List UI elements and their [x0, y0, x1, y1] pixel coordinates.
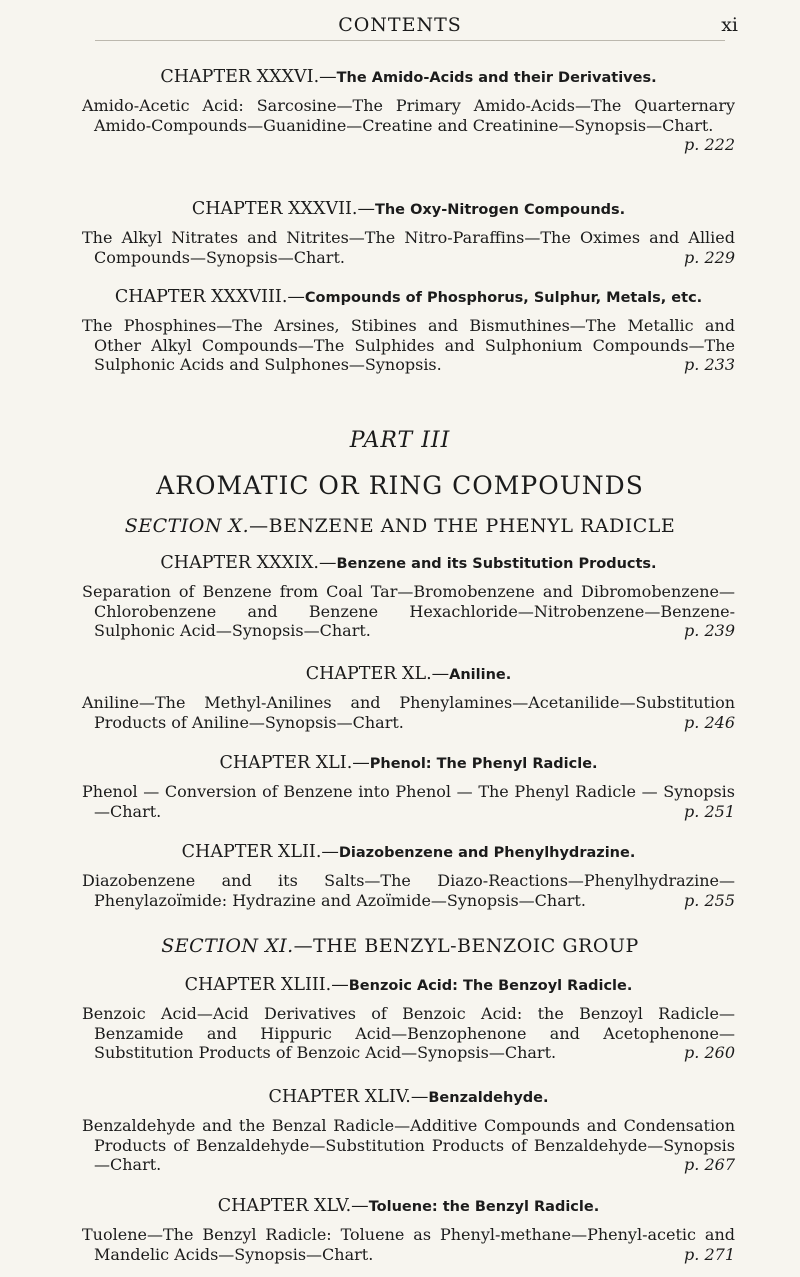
chapter-number: CHAPTER XXXIX.— [160, 553, 337, 573]
chapter-summary: Amido-Acetic Acid: Sarcosine—The Primary Amido-Acids—The Quarternary Amido-Compounds—Guanidine—Creatine and Creatinine—Synopsis—Chart. [82, 96, 735, 135]
chapter-entry [82, 286, 735, 375]
chapter-contents [82, 228, 735, 267]
page-reference: p. 239 [684, 621, 735, 640]
chapter-entry [82, 66, 735, 155]
chapter-heading [82, 974, 735, 997]
chapter-heading [82, 66, 735, 89]
chapter-entry [82, 663, 735, 732]
chapter-summary: Separation of Benzene from Coal Tar—Bromobenzene and Dibromobenzene—Chlorobenzene and Benzene Hexachloride—Nitrobenzene—Benzene-Sulphonic Acid—Synopsis—Chart. [82, 582, 735, 640]
chapter-summary: The Phosphines—The Arsines, Stibines and Bismuthines—The Metallic and Other Alkyl Compounds—The Sulphides and Sulphonium Compounds—The Sulphonic Acids and Sulphones—Synopsis. [82, 316, 735, 374]
chapter-entry [82, 198, 735, 267]
chapter-summary: Benzaldehyde and the Benzal Radicle—Additive Compounds and Condensation Products of Benzaldehyde—Substitution Products of Benzaldehyde—Synopsis—Chart. [82, 1116, 735, 1174]
chapter-title: Compounds of Phosphorus, Sulphur, Metals, etc. [304, 290, 703, 306]
chapter-summary: Aniline—The Methyl-Anilines and Phenylamines—Acetanilide—Substitution Products of Aniline—Synopsis—Chart. [82, 693, 735, 732]
running-title: CONTENTS [338, 14, 462, 36]
chapter-heading [82, 1086, 735, 1109]
chapter-title: Benzene and its Substitution Products. [336, 556, 657, 572]
page-reference: p. 246 [684, 712, 735, 732]
chapter-entry [82, 752, 735, 821]
chapter-title: The Oxy-Nitrogen Compounds. [374, 202, 626, 218]
chapter-entry [82, 1086, 735, 1175]
chapter-title: Toluene: the Benzyl Radicle. [368, 1199, 600, 1215]
chapter-number: CHAPTER XL.— [305, 664, 450, 684]
page-reference: p. 251 [684, 801, 735, 821]
chapter-title: Diazobenzene and Phenylhydrazine. [338, 845, 636, 861]
chapter-number: CHAPTER XLV.— [217, 1196, 369, 1216]
chapter-heading [82, 286, 735, 309]
chapter-contents [82, 316, 735, 375]
chapter-contents [82, 782, 735, 821]
chapter-contents [82, 693, 735, 732]
chapter-contents [82, 1116, 735, 1175]
page-reference: p. 222 [684, 135, 735, 154]
chapter-title: Aniline. [449, 667, 512, 683]
section-heading [0, 935, 800, 957]
chapter-entry [82, 841, 735, 910]
chapter-title: Phenol: The Phenyl Radicle. [369, 756, 598, 772]
page-reference: p. 271 [684, 1244, 735, 1264]
chapter-summary: The Alkyl Nitrates and Nitrites—The Nitro-Paraffins—The Oximes and Allied Compounds—Synopsis—Chart. [82, 228, 735, 267]
chapter-title: Benzoic Acid: The Benzoyl Radicle. [348, 978, 633, 994]
chapter-heading [82, 552, 735, 575]
chapter-title: Benzaldehyde. [428, 1090, 549, 1106]
chapter-entry [82, 552, 735, 641]
chapter-heading [82, 841, 735, 864]
chapter-number: CHAPTER XLII.— [181, 842, 339, 862]
chapter-heading [82, 1195, 735, 1218]
page-reference: p. 267 [684, 1155, 735, 1174]
page-reference: p. 229 [684, 247, 735, 267]
page-number: xi [721, 14, 738, 36]
page-reference: p. 260 [684, 1043, 735, 1062]
chapter-summary: Phenol — Conversion of Benzene into Phenol — The Phenyl Radicle — Synopsis—Chart. [82, 782, 735, 821]
chapter-number: CHAPTER XLIII.— [184, 975, 349, 995]
chapter-number: CHAPTER XXXVI.— [160, 67, 337, 87]
section-label: SECTION XI. [161, 935, 294, 957]
page-reference: p. 255 [684, 890, 735, 910]
chapter-contents [82, 582, 735, 641]
part-title: PART III [349, 428, 451, 453]
chapter-heading [82, 752, 735, 775]
part-name: AROMATIC OR RING COMPOUNDS [156, 471, 644, 500]
section-title: —BENZENE AND THE PHENYL RADICLE [249, 515, 676, 537]
chapter-entry [82, 1195, 735, 1264]
chapter-contents [82, 871, 735, 910]
header-rule [95, 40, 725, 41]
chapter-summary: Benzoic Acid—Acid Derivatives of Benzoic Acid: the Benzoyl Radicle—Benzamide and Hippuric Acid—Benzophenone and Acetophenone—Substitution Products of Benzoic Acid—Synopsis—Chart. [82, 1004, 735, 1062]
chapter-number: CHAPTER XXXVII.— [191, 199, 375, 219]
section-heading [0, 515, 800, 537]
section-title: —THE BENZYL-BENZOIC GROUP [293, 935, 639, 957]
chapter-summary: Diazobenzene and its Salts—The Diazo-Reactions—Phenylhydrazine—Phenylazoïmide: Hydrazine and Azoïmide—Synopsis—Chart. [82, 871, 735, 910]
chapter-entry [82, 974, 735, 1063]
page-reference: p. 233 [684, 355, 735, 374]
chapter-heading [82, 198, 735, 221]
chapter-number: CHAPTER XXXVIII.— [114, 287, 305, 307]
chapter-title: The Amido-Acids and their Derivatives. [336, 70, 657, 86]
chapter-contents [82, 96, 735, 154]
chapter-heading [82, 663, 735, 686]
chapter-contents [82, 1004, 735, 1063]
chapter-summary: Tuolene—The Benzyl Radicle: Toluene as Phenyl-methane—Phenyl-acetic and Mandelic Acids—Synopsis—Chart. [82, 1225, 735, 1264]
chapter-number: CHAPTER XLI.— [219, 753, 370, 773]
section-label: SECTION X. [124, 515, 250, 537]
chapter-contents [82, 1225, 735, 1264]
chapter-number: CHAPTER XLIV.— [268, 1087, 429, 1107]
